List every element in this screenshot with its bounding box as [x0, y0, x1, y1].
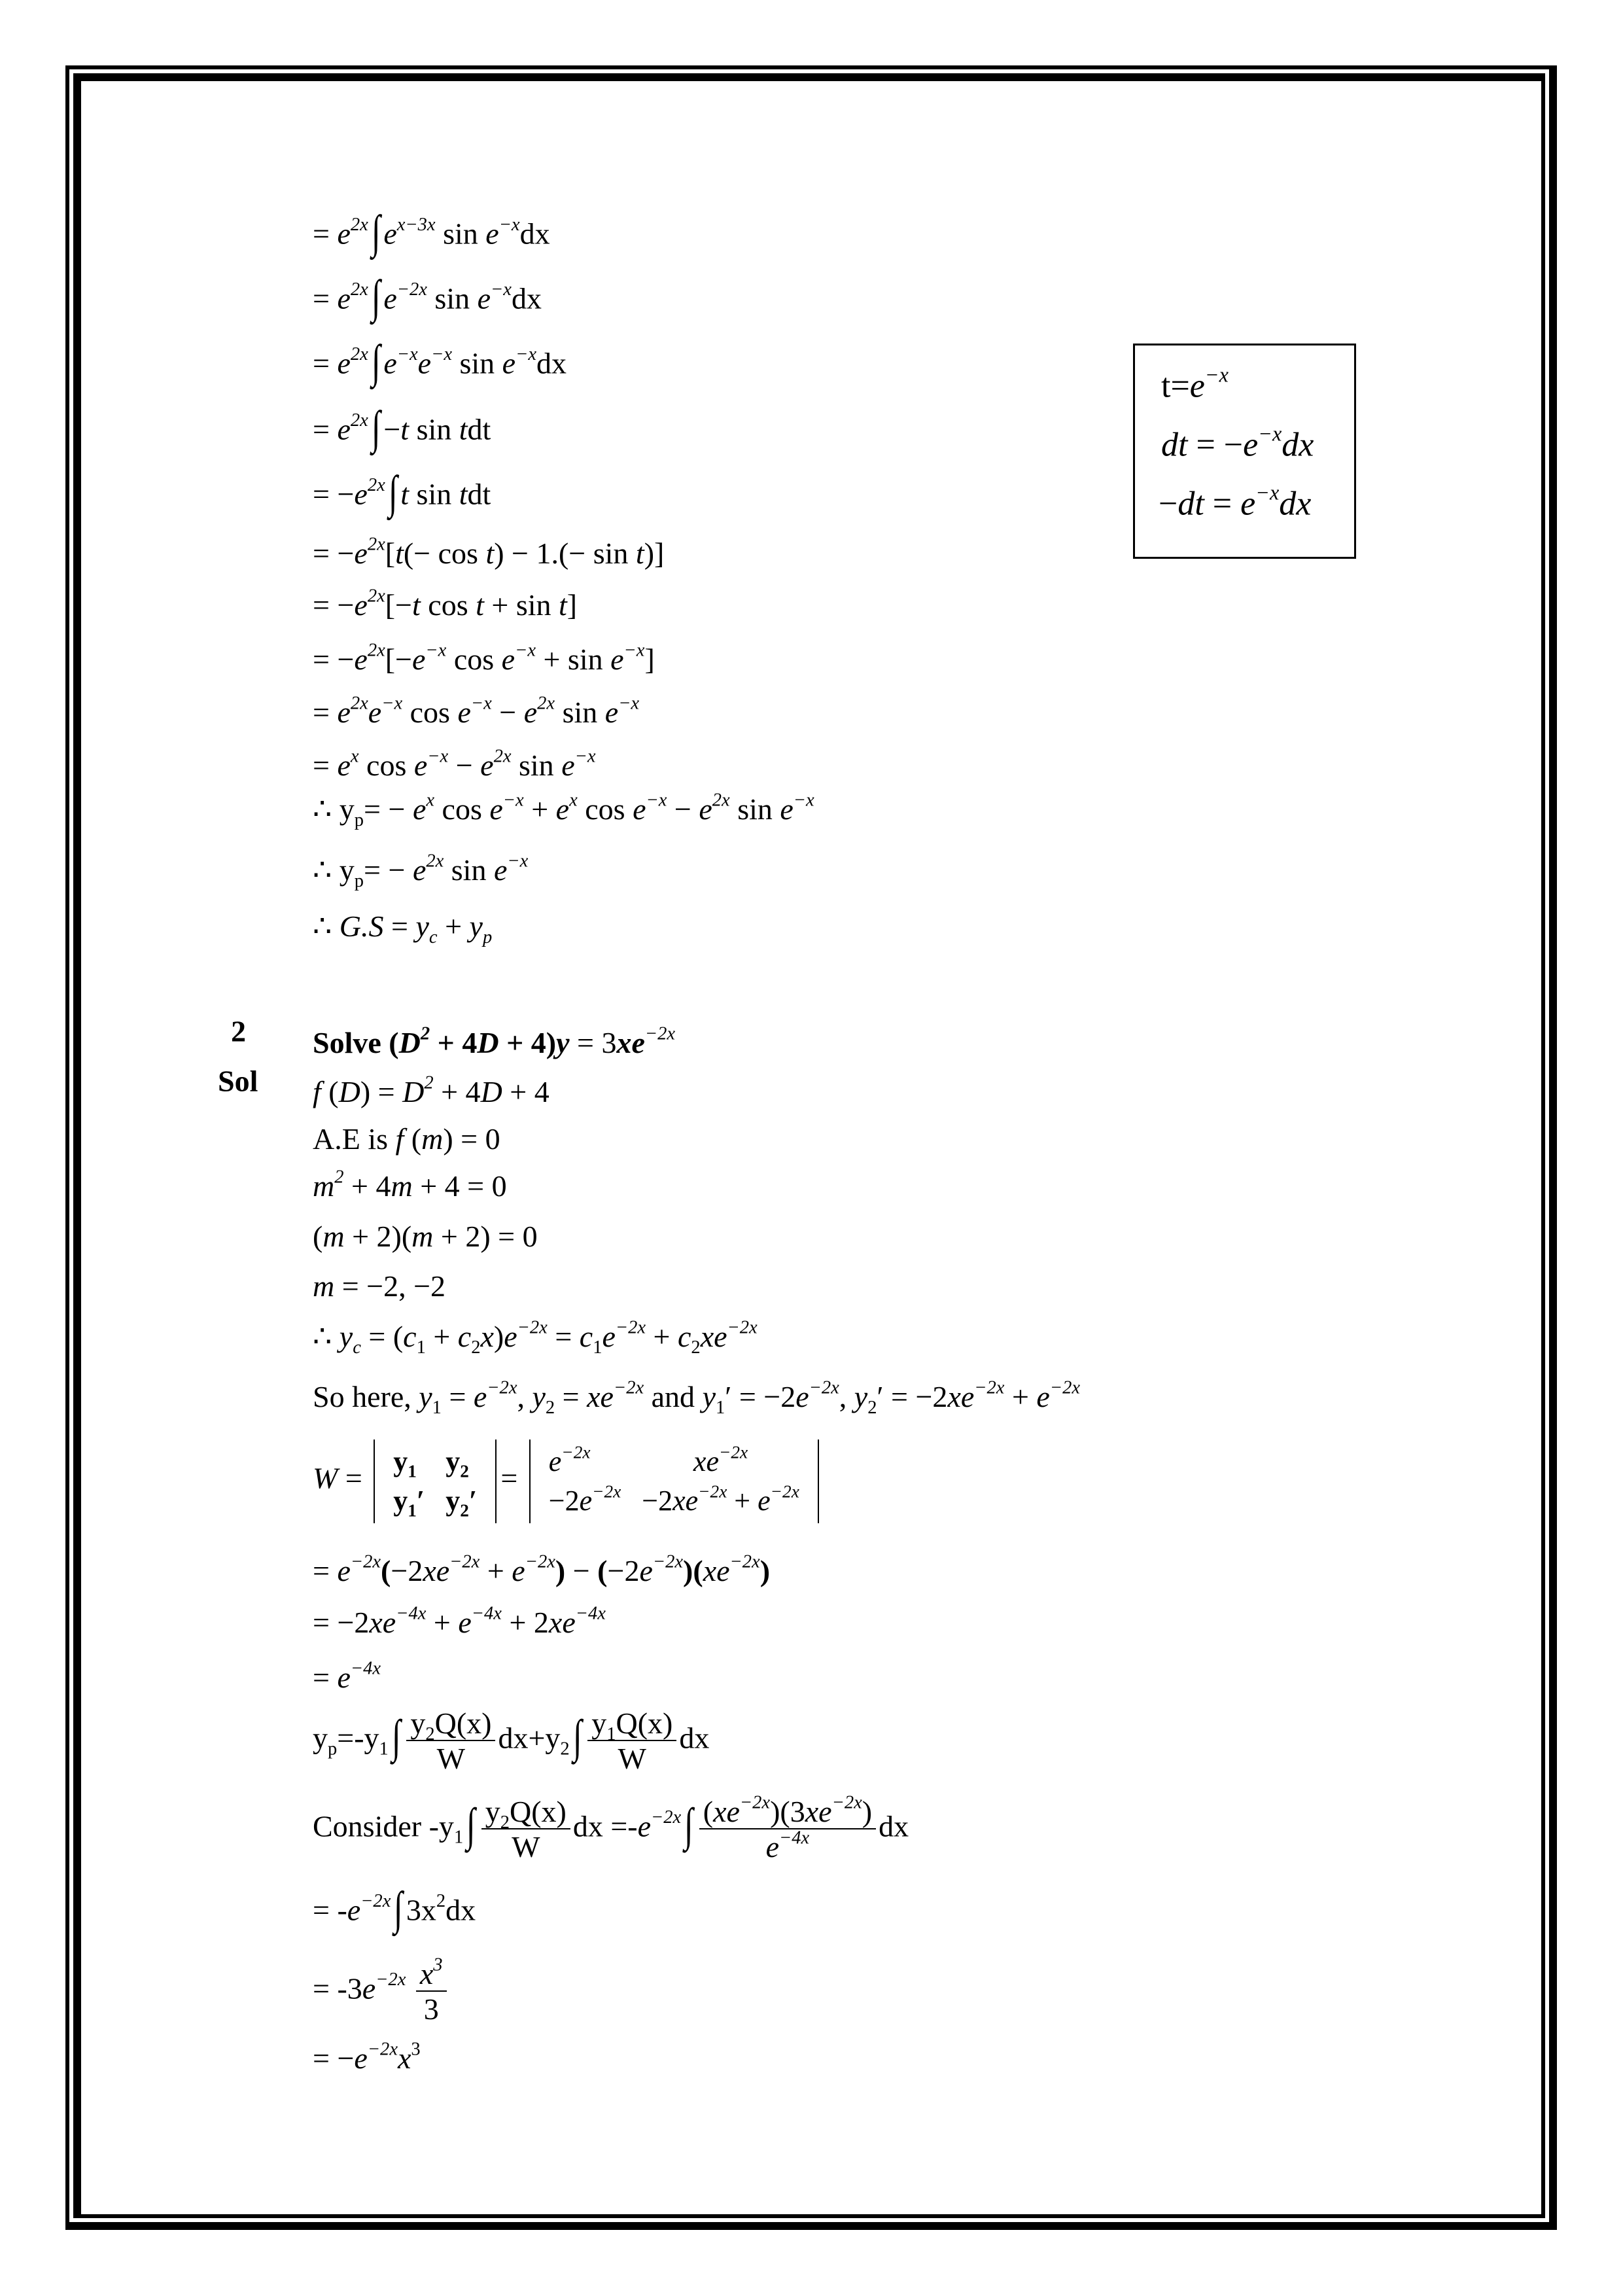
equation-line: ∴ $y_p= - e^x$ $\cos e^{-x} + e^x$ $\cos e^{-x} - e^{2x}$ $\sin e^{-x}$ — [313, 790, 814, 830]
equation-line: = $-e^{2x}\int$ t sin tdt — [313, 467, 491, 519]
substitution-line: $t=e^{-x}$ — [1161, 362, 1229, 405]
frame-line — [65, 2222, 1557, 2230]
solution-label: Sol — [218, 1064, 258, 1098]
equation-line: = $-3e^{-2x}$ $\frac{x^3}{3}$ — [313, 1959, 449, 2024]
equation-line: Consider $-y_1\int$ $\frac{y_2Q(x)}{W}$ dx $=-e^{-2x}\int$ $\frac{(xe^{-2x})(3xe^{-2x})}{e^{-4x}}$ dx — [313, 1792, 909, 1863]
equation-line: = $e^{-4x}$ — [313, 1658, 381, 1694]
frame-line — [73, 73, 81, 2218]
wronskian-evaluated: $e^{-2x}$ $xe^{-2x}$ $-2e^{-2x}$ $-2xe^{-2x} + e^{-2x}$ — [529, 1439, 819, 1523]
equation-line: ∴ $y_c = (c_1 + c_2x)e^{-2x} = c_1e^{-2x} + c_2xe^{-2x}$ — [313, 1317, 758, 1358]
substitution-box — [1133, 344, 1356, 559]
equation-line: So here, $y_1 = e^{-2x}$, $y_2 = xe^{-2x}$ and $y_1' = -2e^{-2x}$, $y_2' = -2xe^{-2x} + e^{-2x}$ — [313, 1377, 1080, 1418]
consider-label: Consider — [313, 1809, 422, 1843]
equation-line: = $-e^{-2x}x^3$ — [313, 2039, 421, 2075]
equation-line: = $e^{-2x}(-2xe^{-2x} + e^{-2x}) - (-2e^{-2x})(xe^{-2x})$ — [313, 1551, 771, 1587]
equation-line: = $e^{2x}\int$ $e^{x-3x}$ $\sin e^{-x}dx$ — [313, 206, 550, 258]
equation-line: = $-e^{-2x}\int$ $3x^2dx$ — [313, 1882, 476, 1935]
substitution-line: $-dt = e^{-x}dx$ — [1159, 480, 1312, 523]
wronskian-symbolic: $y_1$ $y_2$ $y_1'$ $y_2'$ — [374, 1439, 497, 1523]
frame-line — [65, 65, 69, 2230]
equation-line: = $-e^{2x}[-e^{-x}$ $\cos e^{-x} + \sin e^{-x}$] — [313, 640, 655, 676]
equation-line: = $-e^{2x}[t(- \cos t) - 1.(- \sin t)]$ — [313, 534, 665, 570]
equation-line: = $e^x$ $\cos e^{-x} - e^{2x}$ $\sin e^{-x}$ — [313, 746, 596, 782]
question-statement: Solve $(D^2 + 4D + 4)y = 3xe^{-2x}$ — [313, 1023, 676, 1059]
equation-line: = $e^{2x}\int -t$ sin tdt — [313, 402, 491, 454]
question-number: 2 — [231, 1014, 246, 1048]
and-label: and — [651, 1380, 695, 1413]
equation-line: m = −2, −2 — [313, 1269, 446, 1303]
equation-line: (m + 2)(m + 2) = 0 — [313, 1220, 538, 1253]
solve-word: Solve — [313, 1026, 381, 1059]
so-here-label: So here, — [313, 1380, 411, 1413]
frame-line — [73, 2214, 1545, 2218]
frame-line — [65, 65, 1557, 69]
frame-line — [73, 73, 1545, 81]
equation-line: = $e^{2x}\int$ $e^{-2x}$ $\sin e^{-x}dx$ — [313, 271, 542, 323]
equation-line: = $e^{2x}e^{-x}$ $\cos e^{-x} - e^{2x}$ $\sin e^{-x}$ — [313, 693, 640, 729]
frame-line — [1549, 65, 1557, 2230]
equation-line: A.E is f (m) = 0 — [313, 1122, 500, 1156]
equation-line: ∴ $y_p= - e^{2x}$ $\sin e^{-x}$ — [313, 851, 529, 891]
substitution-line: dt = $-e^{-x}dx$ — [1161, 421, 1314, 464]
equation-line: ∴ $G.S = y_c + y_p$ — [313, 910, 493, 947]
equation-line: = $e^{2x}\int$ $e^{-x}e^{-x}$ $\sin e^{-x}dx$ — [313, 336, 567, 388]
equation-line: = $-e^{2x}[-t$ cos t + sin t] — [313, 586, 578, 622]
equation-line: $y_p=-y_1\int$ $\frac{y_2Q(x)}{W}$ $dx+y_2\int$ $\frac{y_1Q(x)}{W}$ dx — [313, 1706, 710, 1775]
ae-label: A.E is — [313, 1122, 388, 1156]
frame-line — [1541, 73, 1545, 2218]
wronskian-line: W = $y_1$ $y_2$ $y_1'$ $y_2'$ = $e^{-2x}$ $xe^{-2x}$ $-2e^{-2x}$ $-2xe^{-2x} + e^{-2x}$ — [313, 1439, 823, 1523]
equation-line: = $-2xe^{-4x} + e^{-4x} + 2xe^{-4x}$ — [313, 1603, 606, 1639]
equation-line: f $(D) = D^2 + 4D + 4$ — [313, 1072, 550, 1108]
equation-line: $m^2 + 4m + 4 = 0$ — [313, 1167, 507, 1203]
